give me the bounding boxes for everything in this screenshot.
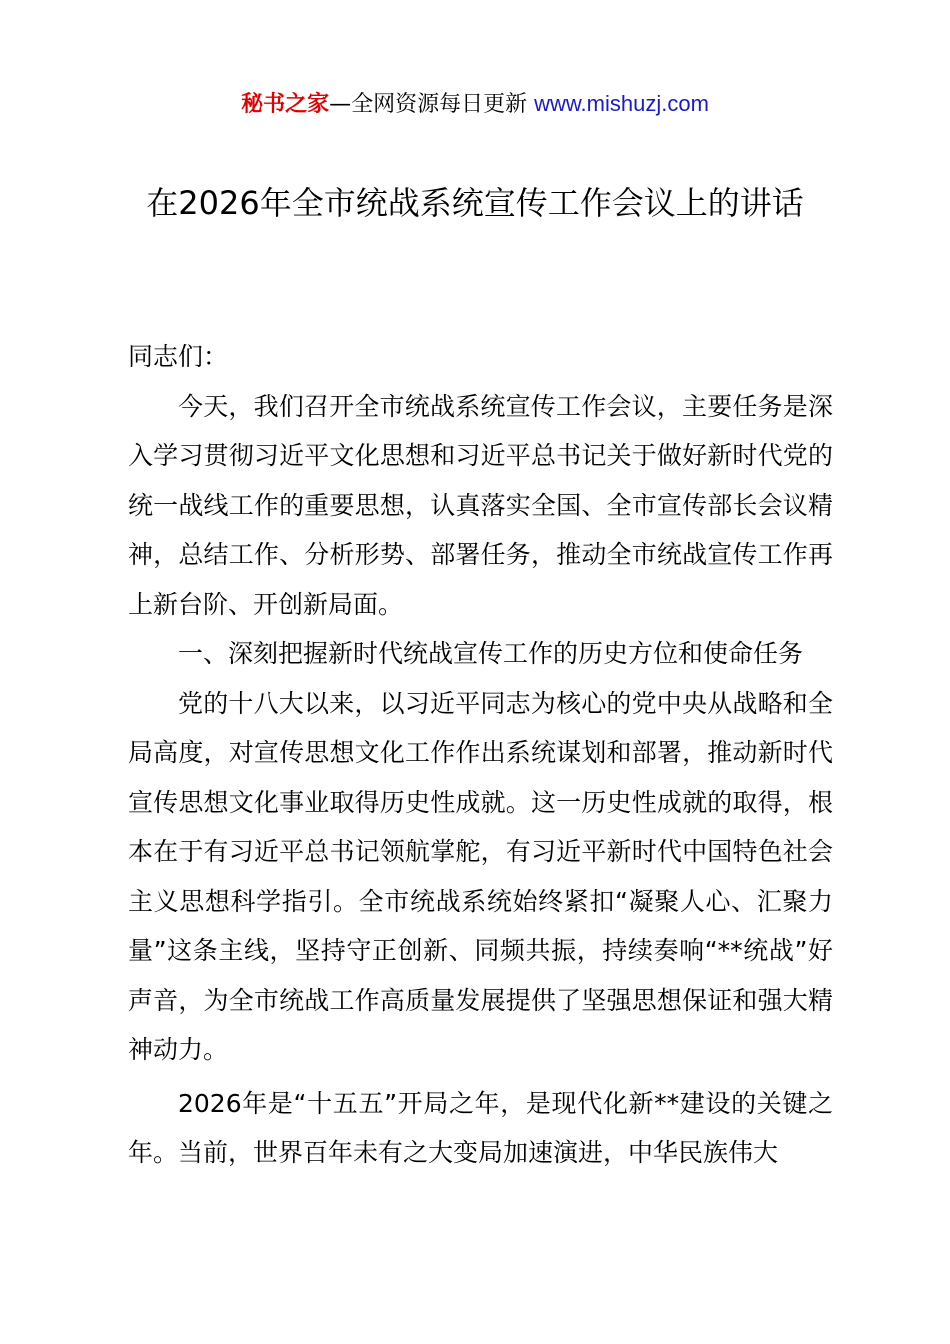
document-body [128, 332, 833, 1178]
document-title: 在2026年全市统战系统宣传工作会议上的讲话 [146, 184, 804, 223]
site-brand: 秘书之家 [241, 92, 330, 117]
paragraph-intro: 今天，我们召开全市统战系统宣传工作会议，主要任务是深入学习贯彻习近平文化思想和习近平总书记关于做好新时代党的统一战线工作的重要思想，认真落实全国、全市宣传部长会议精神，总结工作、分析形势、部署任务，推动全市统战宣传工作再上新台阶、开创新局面。 [128, 391, 833, 619]
section-heading-1: 一、深刻把握新时代统战宣传工作的历史方位和使命任务 [178, 639, 804, 668]
site-header [0, 88, 950, 121]
salutation: 同志们： [128, 342, 229, 371]
site-url-link[interactable]: www.mishuzj.com [534, 91, 709, 116]
paragraph-body: 党的十八大以来，以习近平同志为核心的党中央从战略和全局高度，对宣传思想文化工作作出系统谋划和部署，推动新时代宣传思想文化事业取得历史性成就。这一历史性成就的取得，根本在于有习近平总书记领航掌舵，有习近平新时代中国特色社会主义思想科学指引。全市统战系统始终紧扣“凝聚人心、汇聚力量”这条主线，坚持守正创新、同频共振，持续奏响“**统战”好声音，为全市统战工作高质量发展提供了坚强思想保证和强大精神动力。 [128, 688, 833, 1064]
paragraph-body: 2026年是“十五五”开局之年，是现代化新**建设的关键之年。当前，世界百年未有之大变局加速演进，中华民族伟大 [128, 1088, 833, 1167]
site-tagline: —全网资源每日更新 [329, 92, 535, 117]
